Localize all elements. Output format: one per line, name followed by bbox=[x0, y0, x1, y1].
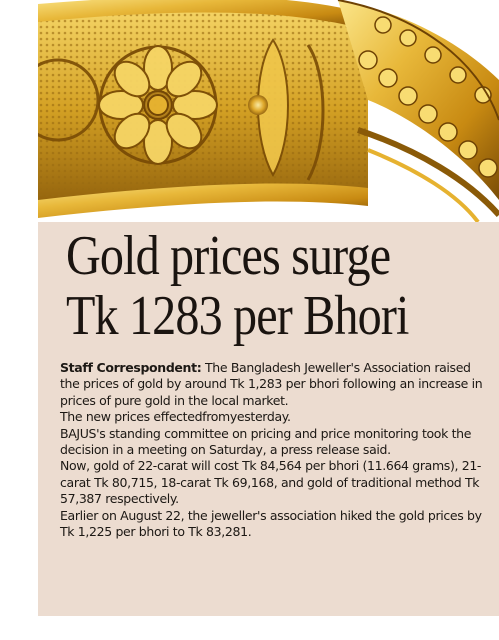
newspaper-clipping bbox=[38, 0, 499, 616]
paragraph: Earlier on August 22, the jeweller's association hiked the gold prices by Tk 1,225 per bhori to Tk 83,281. bbox=[60, 507, 482, 540]
article-body bbox=[60, 360, 492, 540]
gold-bangles-photo bbox=[38, 0, 499, 222]
lead-paragraph bbox=[60, 360, 492, 409]
paragraph: Now, gold of 22-carat will cost Tk 84,564 per bhori (11.664 grams), 21-carat Tk 80,715, 18-carat Tk 69,168, and gold of traditional method Tk 57,387 respectively. bbox=[60, 458, 482, 507]
paragraph: The new prices effectedfromyesterday. bbox=[60, 409, 291, 425]
flower-motif bbox=[99, 46, 217, 164]
headline-line-2: Tk 1283 per Bhori bbox=[66, 285, 409, 347]
headline bbox=[66, 226, 432, 346]
headline-line-1: Gold prices surge bbox=[66, 225, 391, 287]
lead-text: The Bangladesh Jeweller's Association raised the prices of gold by around Tk 1,283 per bhori following an increase in prices of pure gold in the local market. bbox=[60, 360, 483, 408]
byline: Staff Correspondent: bbox=[60, 360, 202, 375]
paragraph: BAJUS's standing committee on pricing and price monitoring took the decision in a meeting on Saturday, a press release said. bbox=[60, 425, 472, 458]
gold-bangles-illustration bbox=[38, 0, 499, 222]
